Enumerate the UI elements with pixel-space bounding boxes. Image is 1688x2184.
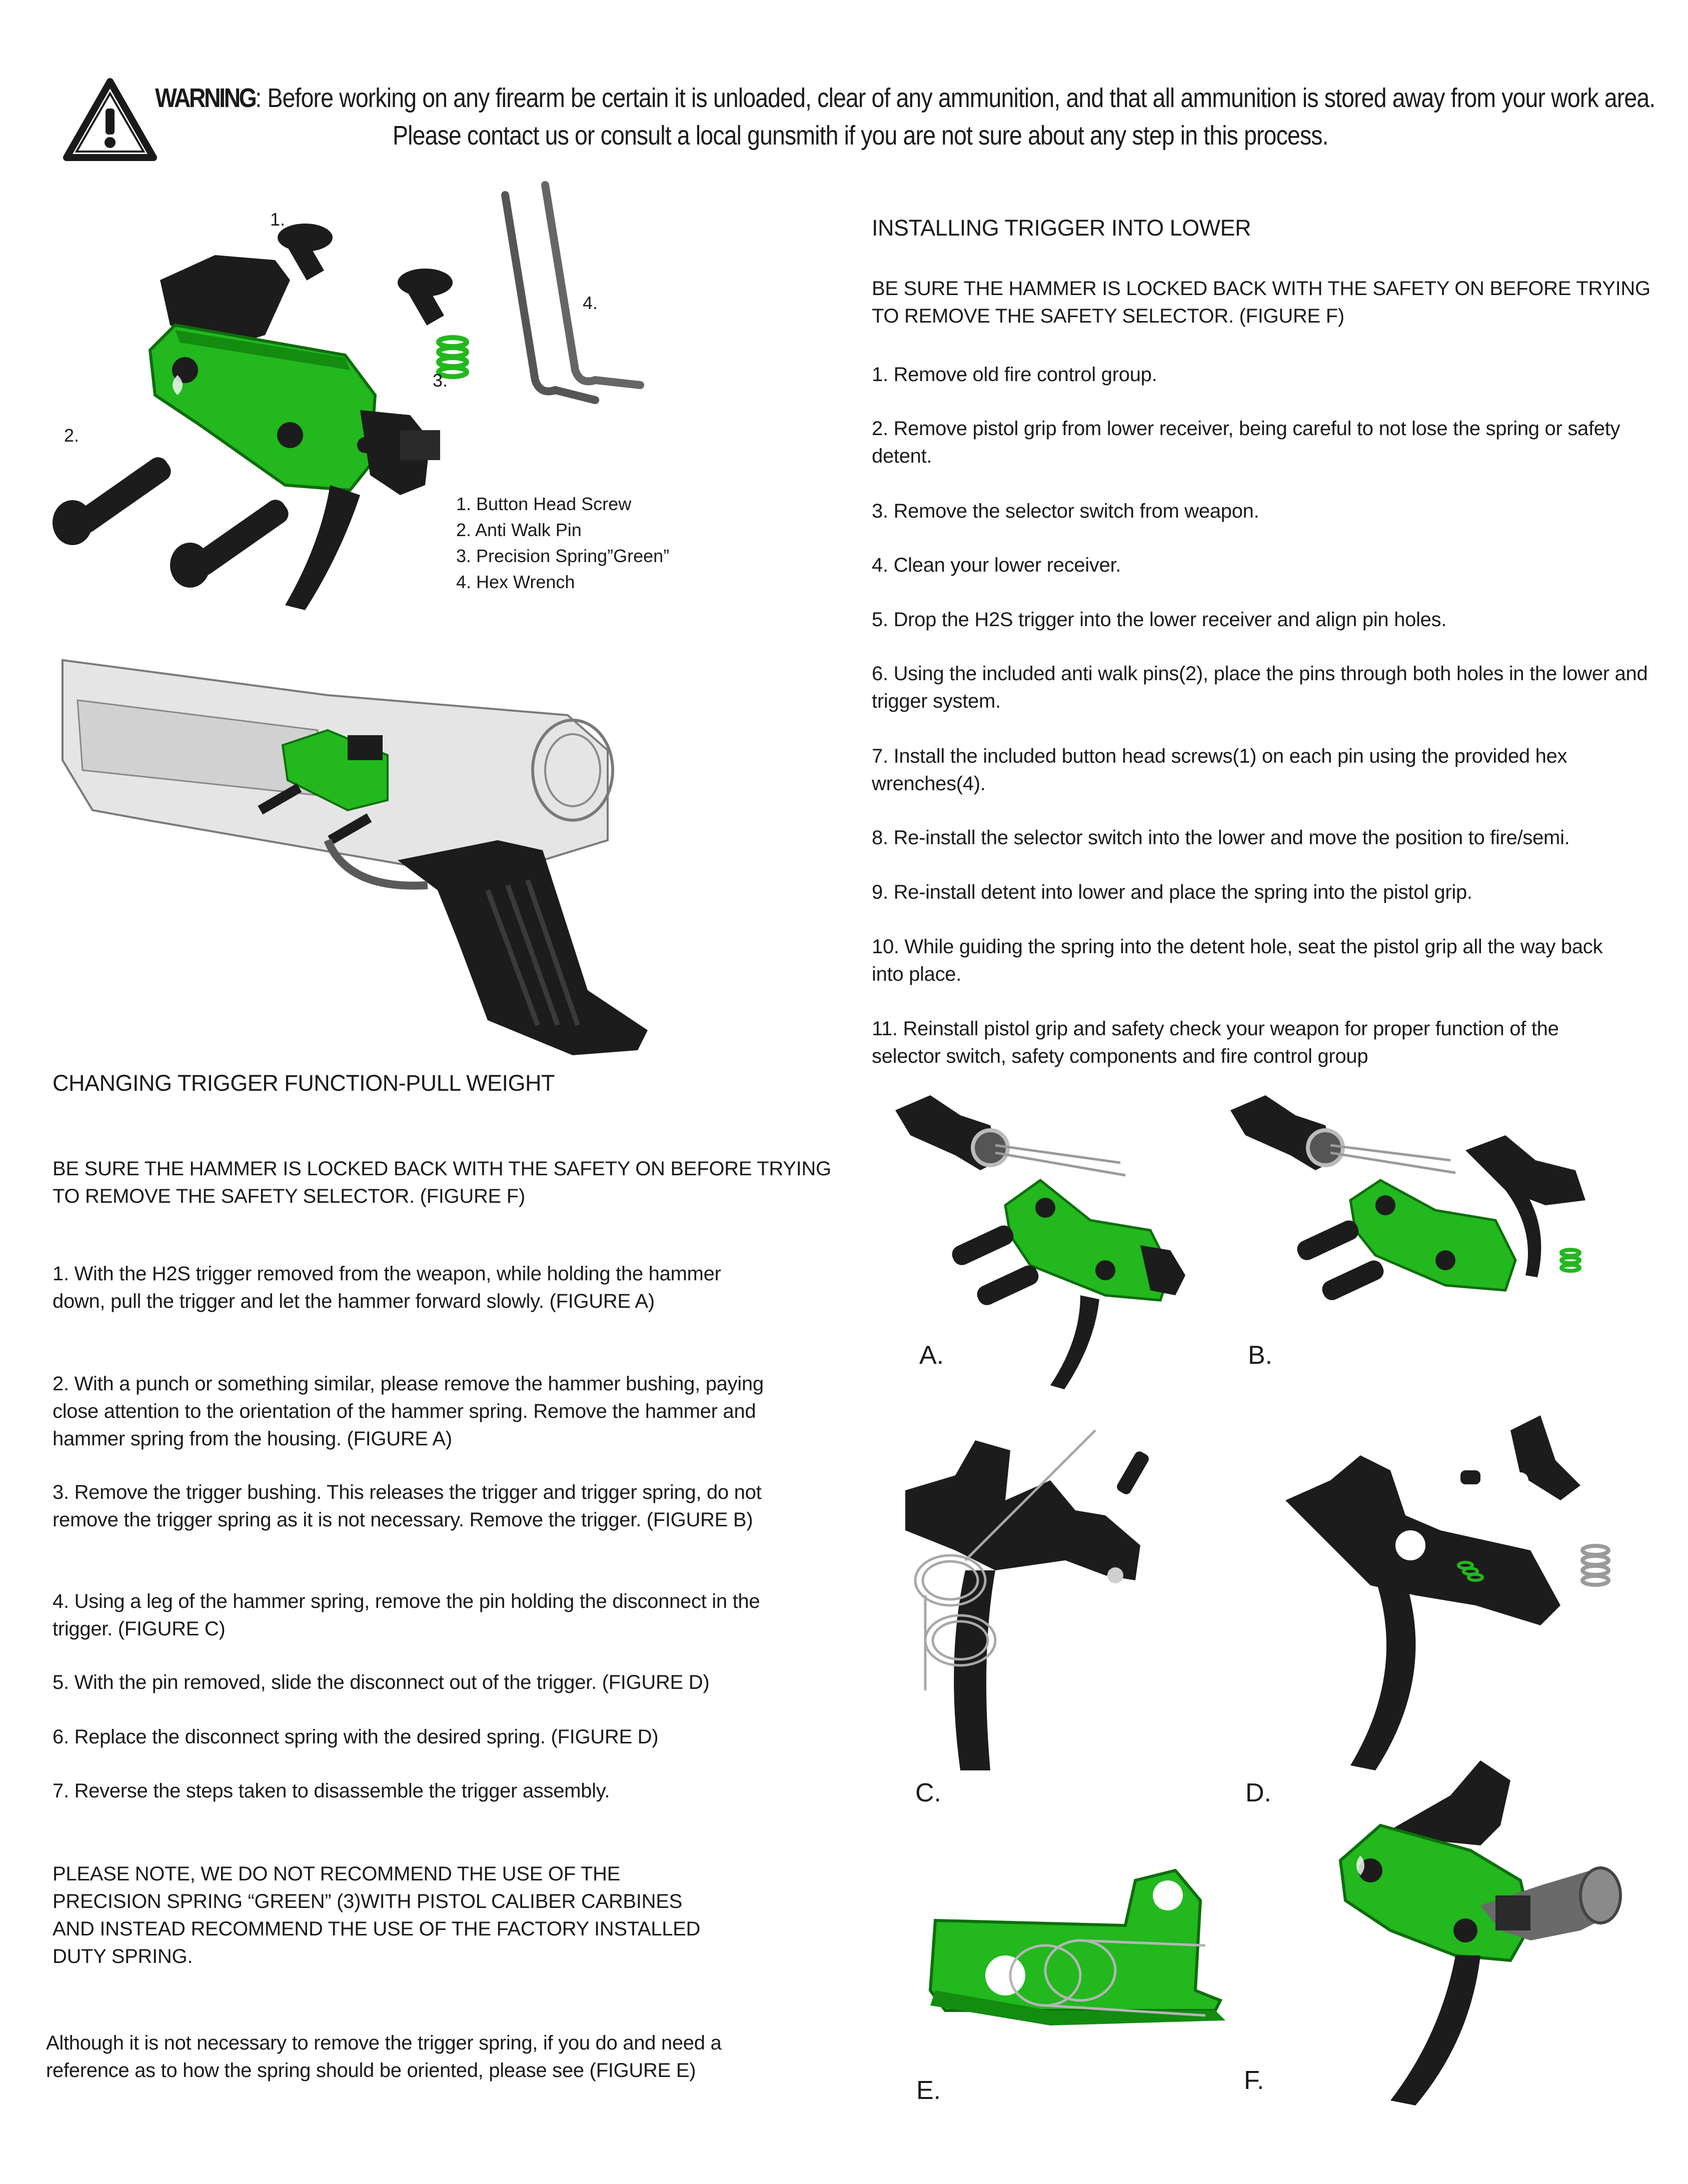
warning-line-2: Please contact us or consult a local gunsmith if you are not sure about any step in this process. (393, 121, 1328, 151)
installing-heading: INSTALLING TRIGGER INTO LOWER (872, 215, 1251, 241)
installing-step: 1. Remove old fire control group. (872, 364, 1157, 386)
lower-receiver-illustration (48, 630, 673, 1060)
changing-step: 7. Reverse the steps taken to disassemble the trigger assembly. (53, 1780, 610, 1802)
callout-3: 3. (433, 370, 448, 391)
button-head-screw-icon (395, 268, 455, 328)
anti-walk-pin-icon (48, 430, 178, 550)
changing-step: 2. With a punch or something similar, please remove the hammer bushing, paying close attention to the orientation of the hammer spring. Remove the hammer and hammer spring from the housing. (FIGURE A) (53, 1373, 764, 1450)
changing-step: 5. With the pin removed, slide the disconnect out of the trigger. (FIGURE D) (53, 1671, 710, 1693)
legend-item: 2. Anti Walk Pin (456, 520, 582, 540)
installing-step: 10. While guiding the spring into the detent hole, seat the pistol grip all the way back into place. (872, 936, 1603, 985)
installing-step: 6. Using the included anti walk pins(2), place the pins through both holes in the lower and trigger system. (872, 663, 1648, 712)
figure-d-illustration (1280, 1415, 1630, 1775)
changing-step: 4. Using a leg of the hammer spring, remove the pin holding the disconnect in the trigger. (FIGURE C) (53, 1590, 760, 1640)
parts-legend (456, 491, 669, 595)
callout-4: 4. (583, 293, 598, 313)
figure-c-illustration (895, 1430, 1245, 1775)
warning-text: : Before working on any firearm be certain it is unloaded, clear of any ammunition, and that all ammunition is stored away from your work area. (255, 83, 1655, 113)
changing-heading: CHANGING TRIGGER FUNCTION-PULL WEIGHT (53, 1070, 555, 1096)
figure-label-c: C. (915, 1778, 941, 1807)
installing-step: 7. Install the included button head screws(1) on each pin using the provided hex wrenches(4). (872, 745, 1567, 795)
changing-note: PLEASE NOTE, WE DO NOT RECOMMEND THE USE OF THE PRECISION SPRING “GREEN” (3)WITH PISTOL CALIBER CARBINES AND INSTEAD RECOMMEND THE USE OF THE FACTORY INSTALLED DUTY SPRING. (53, 1863, 701, 1967)
figure-b-illustration (1225, 1080, 1625, 1340)
installing-caution: BE SURE THE HAMMER IS LOCKED BACK WITH THE SAFETY ON BEFORE TRYING TO REMOVE THE SAFETY SELECTOR. (FIGURE F) (872, 278, 1650, 327)
legend-item: 3. Precision Spring”Green” (456, 546, 670, 566)
figure-label-d: D. (1245, 1778, 1271, 1807)
callout-1: 1. (270, 209, 286, 230)
callout-2: 2. (64, 425, 80, 446)
legend-item: 4. Hex Wrench (456, 572, 575, 592)
changing-step: 1. With the H2S trigger removed from the weapon, while holding the hammer down, pull the trigger and let the hammer forward slowly. (FIGURE A) (53, 1263, 721, 1312)
installing-step: 3. Remove the selector switch from weapon. (872, 500, 1259, 522)
warning-triangle-icon (63, 78, 158, 163)
changing-footer: Although it is not necessary to remove the trigger spring, if you do and need a reference as to how the spring should be oriented, please see (FIGURE E) (46, 2032, 722, 2081)
installing-step: 9. Re-install detent into lower and place the spring into the pistol grip. (872, 881, 1472, 903)
figure-label-e: E. (916, 2076, 941, 2105)
installing-step: 2. Remove pistol grip from lower receiver, being careful to not lose the spring or safety detent. (872, 418, 1620, 467)
figure-e-illustration (915, 1860, 1225, 2070)
button-head-screw-icon (275, 223, 335, 283)
changing-step: 6. Replace the disconnect spring with the desired spring. (FIGURE D) (53, 1726, 659, 1748)
figure-label-f: F. (1244, 2066, 1264, 2095)
figure-f-illustration (1330, 1750, 1640, 2110)
figure-label-b: B. (1248, 1341, 1273, 1370)
changing-step: 3. Remove the trigger bushing. This releases the trigger and trigger spring, do not remove the trigger spring as it is not necessary. Remove the trigger. (FIGURE B) (53, 1481, 762, 1531)
installing-step: 8. Re-install the selector switch into the lower and move the position to fire/semi. (872, 827, 1570, 849)
figure-label-a: A. (919, 1341, 944, 1370)
anti-walk-pin-icon (165, 473, 295, 593)
legend-item: 1. Button Head Screw (456, 494, 632, 514)
warning-title: WARNING (155, 83, 256, 113)
installing-step: 5. Drop the H2S trigger into the lower receiver and align pin holes. (872, 609, 1447, 631)
installing-step: 4. Clean your lower receiver. (872, 554, 1121, 576)
hex-wrench-icon (490, 180, 655, 410)
installing-step: 11. Reinstall pistol grip and safety check your weapon for proper function of the selector switch, safety components and fire control group (872, 1018, 1559, 1067)
changing-caution: BE SURE THE HAMMER IS LOCKED BACK WITH THE SAFETY ON BEFORE TRYING TO REMOVE THE SAFETY SELECTOR. (FIGURE F) (53, 1158, 831, 1207)
warning-line-1 (155, 83, 1655, 114)
